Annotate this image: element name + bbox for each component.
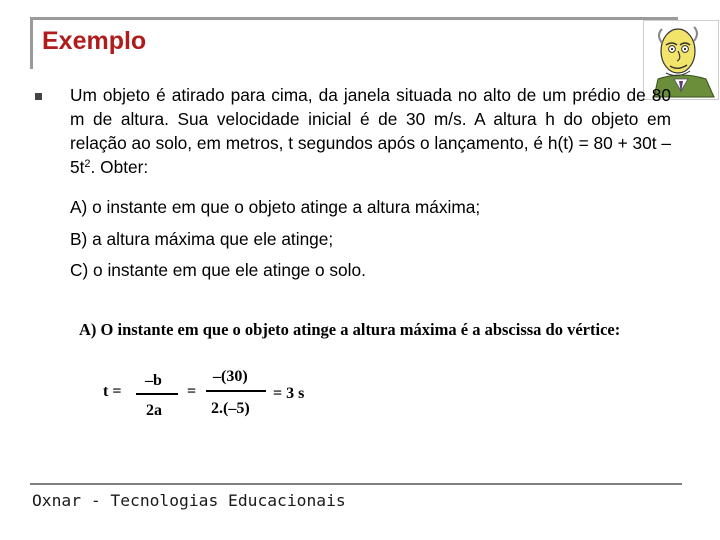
title-frame-top <box>30 17 678 20</box>
bullet-icon <box>35 93 42 100</box>
list-item: B) a altura máxima que ele atinge; <box>70 229 334 249</box>
footer-divider <box>30 483 682 485</box>
formula-denominator-2: 2.(–5) <box>211 400 250 417</box>
slide-title: Exemplo <box>42 27 147 55</box>
title-frame-left <box>30 17 33 69</box>
fraction-bar-1 <box>136 393 178 395</box>
formula-equals: = <box>187 383 197 400</box>
list-item: A) o instante em que o objeto atinge a altura máxima; <box>70 197 481 217</box>
formula-result: = 3 s <box>273 385 305 402</box>
formula-numerator-1: –b <box>145 372 162 389</box>
problem-text: Um objeto é atirado para cima, da janela situada no alto de um prédio de 80 m de altura. Sua velocidade inicial é de 30 m/s. A altura h do objeto em relação ao solo, em metros, t segundos após o lançamento, é h(t) = 80 + 30t – 5t <box>70 85 671 177</box>
exponent: 2 <box>84 158 91 170</box>
answer-a: A) O instante em que o objeto atinge a altura máxima é a abscissa do vértice: <box>79 320 621 339</box>
formula-t-label: t = <box>103 383 122 400</box>
problem-text-end: . Obter: <box>90 157 149 177</box>
footer-text: Oxnar - Tecnologias Educacionais <box>32 491 346 510</box>
problem-statement <box>70 83 671 179</box>
fraction-bar-2 <box>206 390 266 392</box>
list-item: C) o instante em que ele atinge o solo. <box>70 260 366 280</box>
formula-denominator-1: 2a <box>146 402 162 419</box>
formula-numerator-2: –(30) <box>213 368 248 385</box>
